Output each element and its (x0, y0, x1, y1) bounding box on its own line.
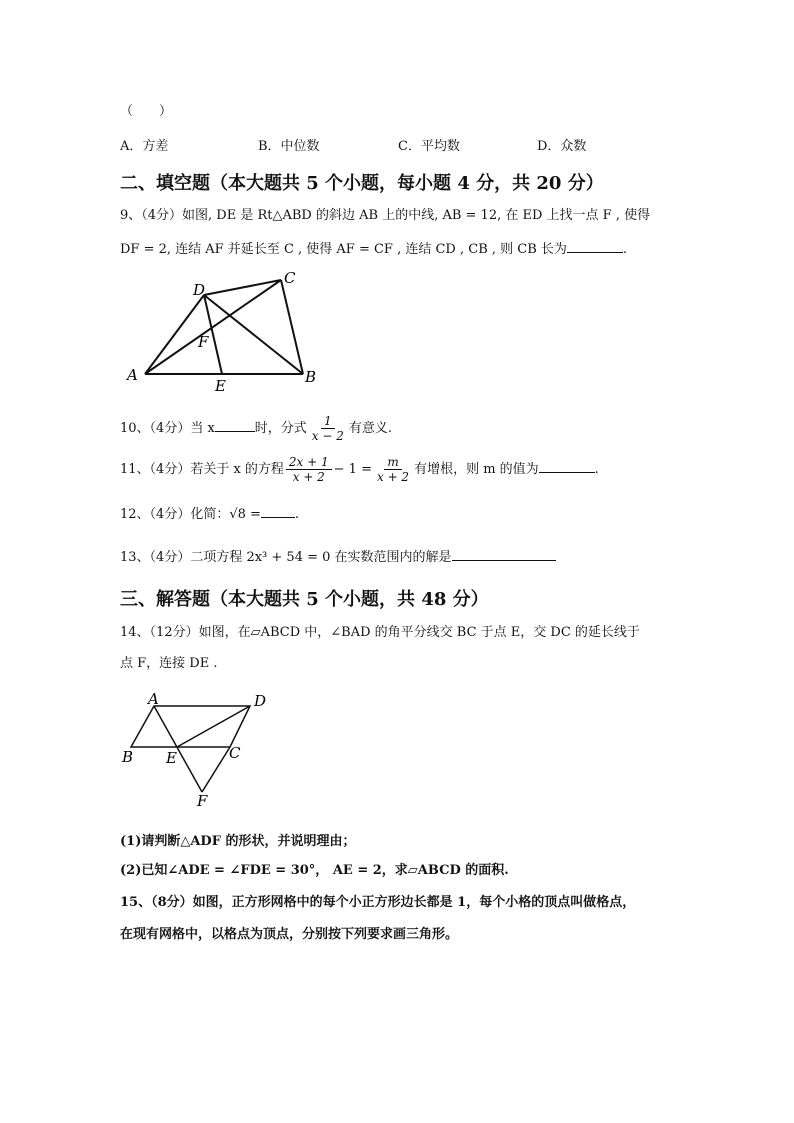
q9-segment-ad (145, 295, 204, 374)
q11 (120, 452, 599, 488)
q9-line2 (120, 239, 627, 259)
q15-line1: 15、（8分）如图，正方形网格中的每个小正方形边长都是 1，每个小格的顶点叫做格点， (120, 895, 636, 910)
q9-label-f: F (198, 333, 209, 351)
q11-answer-blank (539, 459, 595, 473)
q10 (120, 412, 392, 446)
q15-line2: 在现有网格中，以格点为顶点，分别按下列要求画三角形。 (120, 927, 459, 942)
q13-text: 13、（4分）二项方程 2x³ + 54 = 0 在实数范围内的解是 (120, 550, 452, 565)
q12-end: . (294, 507, 300, 522)
q10-numerator: 1 (321, 414, 335, 429)
option-b: B．中位数 (258, 139, 320, 154)
q11-fraction-1 (286, 455, 332, 484)
q10-fraction (309, 414, 347, 443)
q14-part1: (1)请判断△ADF 的形状，并说明理由； (120, 834, 356, 849)
q14-label-c: C (229, 744, 241, 762)
q10-pre: 10、（4分）当 x (120, 421, 215, 436)
q14-line2: 点 F，连接 DE . (120, 656, 218, 671)
q12-text: 12、（4分）化简：√8 = (120, 507, 261, 522)
q11-fraction-2 (374, 455, 412, 484)
q14-label-b: B (122, 748, 134, 766)
section-3-heading: 三、解答题（本大题共 5 个小题，共 48 分） (120, 589, 489, 610)
q9-label-a: A (127, 366, 138, 384)
q13-answer-blank (452, 547, 556, 561)
answer-paren: （ ） (120, 104, 173, 119)
q14-line1: 14、（12分）如图，在▱ABCD 中，∠BAD 的角平分线交 BC 于点 E，交 DC 的延长线于 (120, 625, 640, 640)
q11-mid: − 1 = (333, 462, 372, 477)
section-2-heading: 二、填空题（本大题共 5 个小题，每小题 4 分，共 20 分） (120, 173, 604, 194)
q12-answer-blank (261, 504, 295, 518)
q14-parallelogram (131, 706, 250, 747)
q10-post: 有意义. (348, 421, 393, 436)
q9-label-b: B (305, 368, 317, 386)
q11-end: . (594, 462, 599, 477)
q14-label-f: F (197, 792, 208, 810)
q9-line1: 9、（4分）如图, DE 是 Rt△ABD 的斜边 AB 上的中线, AB = 12, 在 ED 上找一点 F , 使得 (120, 208, 651, 223)
q11-f1-numerator: 2x + 1 (286, 455, 332, 470)
q11-f2-numerator: m (384, 455, 401, 470)
q13 (120, 547, 556, 567)
q12 (120, 504, 299, 524)
option-a: A．方差 (120, 139, 169, 154)
q14-label-d: D (254, 692, 267, 710)
q14-segment-de (177, 706, 250, 747)
q11-pre: 11、（4分）若关于 x 的方程 (120, 462, 284, 477)
q14-segment-cf (202, 747, 230, 792)
q9-label-e: E (215, 377, 226, 395)
q11-f1-denominator: x + 2 (292, 470, 325, 484)
q10-mid: 时，分式 (254, 421, 307, 436)
q9-figure (120, 265, 320, 395)
q10-answer-blank (215, 418, 255, 432)
q10-denominator: x − 2 (311, 429, 344, 443)
q14-label-a: A (148, 690, 159, 708)
option-c: C．平均数 (398, 139, 460, 154)
q11-f2-denominator: x + 2 (376, 470, 410, 484)
q9-end: . (622, 242, 628, 257)
q14-part2: (2)已知∠ADE = ∠FDE = 30°， AE = 2，求▱ABCD 的面积. (120, 863, 509, 878)
q14-segment-af (154, 706, 202, 792)
q9-answer-blank (567, 239, 623, 253)
q14-figure (118, 690, 278, 810)
option-d: D．众数 (537, 139, 587, 154)
q11-post: 有增根，则 m 的值为 (414, 462, 539, 477)
q9-label-d: D (193, 281, 206, 299)
q9-label-c: C (284, 269, 296, 287)
q14-label-e: E (166, 749, 177, 767)
q9-line2-text: DF = 2, 连结 AF 并延长至 C , 使得 AF = CF , 连结 CD , CB , 则 CB 长为 (120, 242, 567, 257)
